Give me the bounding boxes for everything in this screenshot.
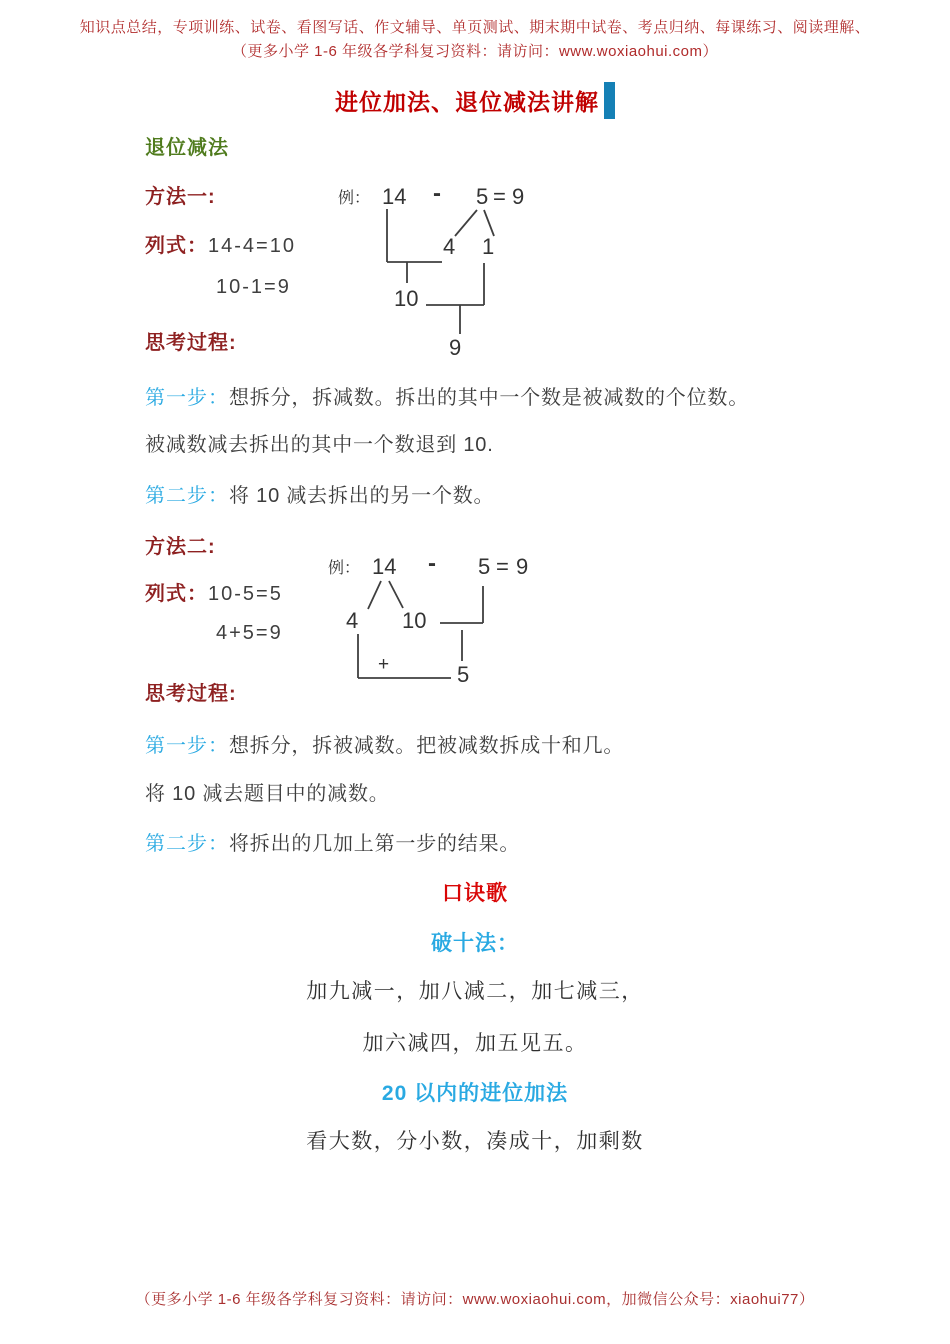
- mnemonic-rule1-line1: 加九减一，加八减二，加七减三，: [306, 980, 644, 1003]
- method1-step2-text: 将 10 减去拆出的另一个数。: [229, 485, 495, 507]
- method1-step1: [145, 381, 749, 410]
- method2-formula-label: 列式：: [145, 583, 208, 605]
- diagram2-minuend: 14: [372, 554, 397, 579]
- method1-heading: 方法一:: [145, 186, 216, 208]
- diagram1-ten: 10: [394, 286, 419, 311]
- diagram1-final: 9: [449, 335, 462, 360]
- header-line-2: （更多小学 1-6 年级各学科复习资料：请访问：www.woxiaohui.com）: [231, 43, 719, 60]
- section-heading: 退位减法: [145, 137, 229, 159]
- mnemonic-rule2-heading: 20 以内的进位加法: [381, 1082, 569, 1105]
- method2-step1-label: 第一步：: [145, 735, 229, 757]
- header-line-1: 知识点总结，专项训练、试卷、看图写话、作文辅导、单页测试、期末期中试卷、考点归纳、每课练习、阅读理解、: [79, 19, 871, 36]
- mnemonic-rule2-line1: 看大数，分小数，凑成十，加剩数: [306, 1130, 644, 1153]
- diagram1-minuend: 14: [382, 184, 407, 209]
- mnemonic-rule1-line2: 加六减四，加五见五。: [362, 1032, 588, 1055]
- diagram2-split-right-line: [389, 581, 403, 608]
- diagram2-minus-sign: -: [428, 550, 436, 577]
- method1-step2: [145, 479, 494, 508]
- decomposition-diagram-method1: [330, 182, 580, 368]
- decomposition-diagram-method2: [310, 548, 545, 690]
- method1-step1-cont: 被减数减去拆出的其中一个数退到 10.: [145, 434, 494, 456]
- method2-step2: [145, 827, 520, 856]
- diagram2-result: 9: [516, 554, 529, 579]
- mnemonic-rule1-heading: 破十法：: [431, 932, 519, 955]
- diagram2-final: 5: [457, 662, 470, 687]
- diagram1-example-label: 例：: [338, 190, 371, 207]
- method1-step2-label: 第二步：: [145, 485, 229, 507]
- footer-line: （更多小学 1-6 年级各学科复习资料：请访问：www.woxiaohui.com，加微信公众号：xiaohui77）: [135, 1291, 815, 1308]
- title-accent-bar: [604, 82, 615, 119]
- diagram1-split-left-line: [455, 210, 477, 236]
- diagram2-example-label: 例：: [328, 560, 361, 577]
- title-row: [0, 82, 950, 119]
- method2-formula-line1: [145, 577, 283, 606]
- method1-step1-label: 第一步：: [145, 387, 229, 409]
- diagram2-split-left-line: [368, 581, 381, 609]
- method1-formula-line1: [145, 229, 296, 258]
- diagram2-equals-sign: =: [496, 554, 509, 579]
- page-title: 进位加法、退位减法讲解: [335, 89, 599, 115]
- method2-step2-label: 第二步：: [145, 833, 229, 855]
- diagram1-split-right-line: [484, 210, 494, 236]
- method2-formula1: 10-5=5: [208, 583, 283, 605]
- method2-heading: 方法二:: [145, 536, 216, 558]
- method1-thinking-heading: 思考过程:: [145, 332, 237, 354]
- diagram2-subtrahend: 5: [478, 554, 491, 579]
- mnemonic-title: 口诀歌: [442, 882, 508, 905]
- diagram1-result: 9: [512, 184, 525, 209]
- diagram1-split-left: 4: [443, 234, 456, 259]
- diagram1-split-right: 1: [482, 234, 495, 259]
- method2-step1-cont: 将 10 减去题目中的减数。: [145, 783, 390, 805]
- diagram2-split-right: 10: [402, 608, 427, 633]
- diagram1-minus-sign: -: [433, 182, 441, 207]
- method2-thinking-heading: 思考过程:: [145, 683, 237, 705]
- method2-step2-text: 将拆出的几加上第一步的结果。: [229, 833, 521, 855]
- method1-formula-label: 列式：: [145, 235, 208, 257]
- method1-formula1: 14-4=10: [208, 235, 296, 257]
- method2-step1-text: 想拆分，拆被减数。把被减数拆成十和几。: [229, 735, 625, 757]
- method2-step1: [145, 729, 624, 758]
- diagram2-split-left: 4: [346, 608, 359, 633]
- diagram1-subtrahend: 5: [476, 184, 489, 209]
- diagram1-equals-sign: =: [493, 184, 506, 209]
- method2-formula2: 4+5=9: [216, 622, 283, 644]
- method1-step1-text: 想拆分，拆减数。拆出的其中一个数是被减数的个位数。: [229, 387, 749, 409]
- diagram2-plus-sign: +: [378, 654, 390, 675]
- method1-formula2: 10-1=9: [216, 276, 291, 298]
